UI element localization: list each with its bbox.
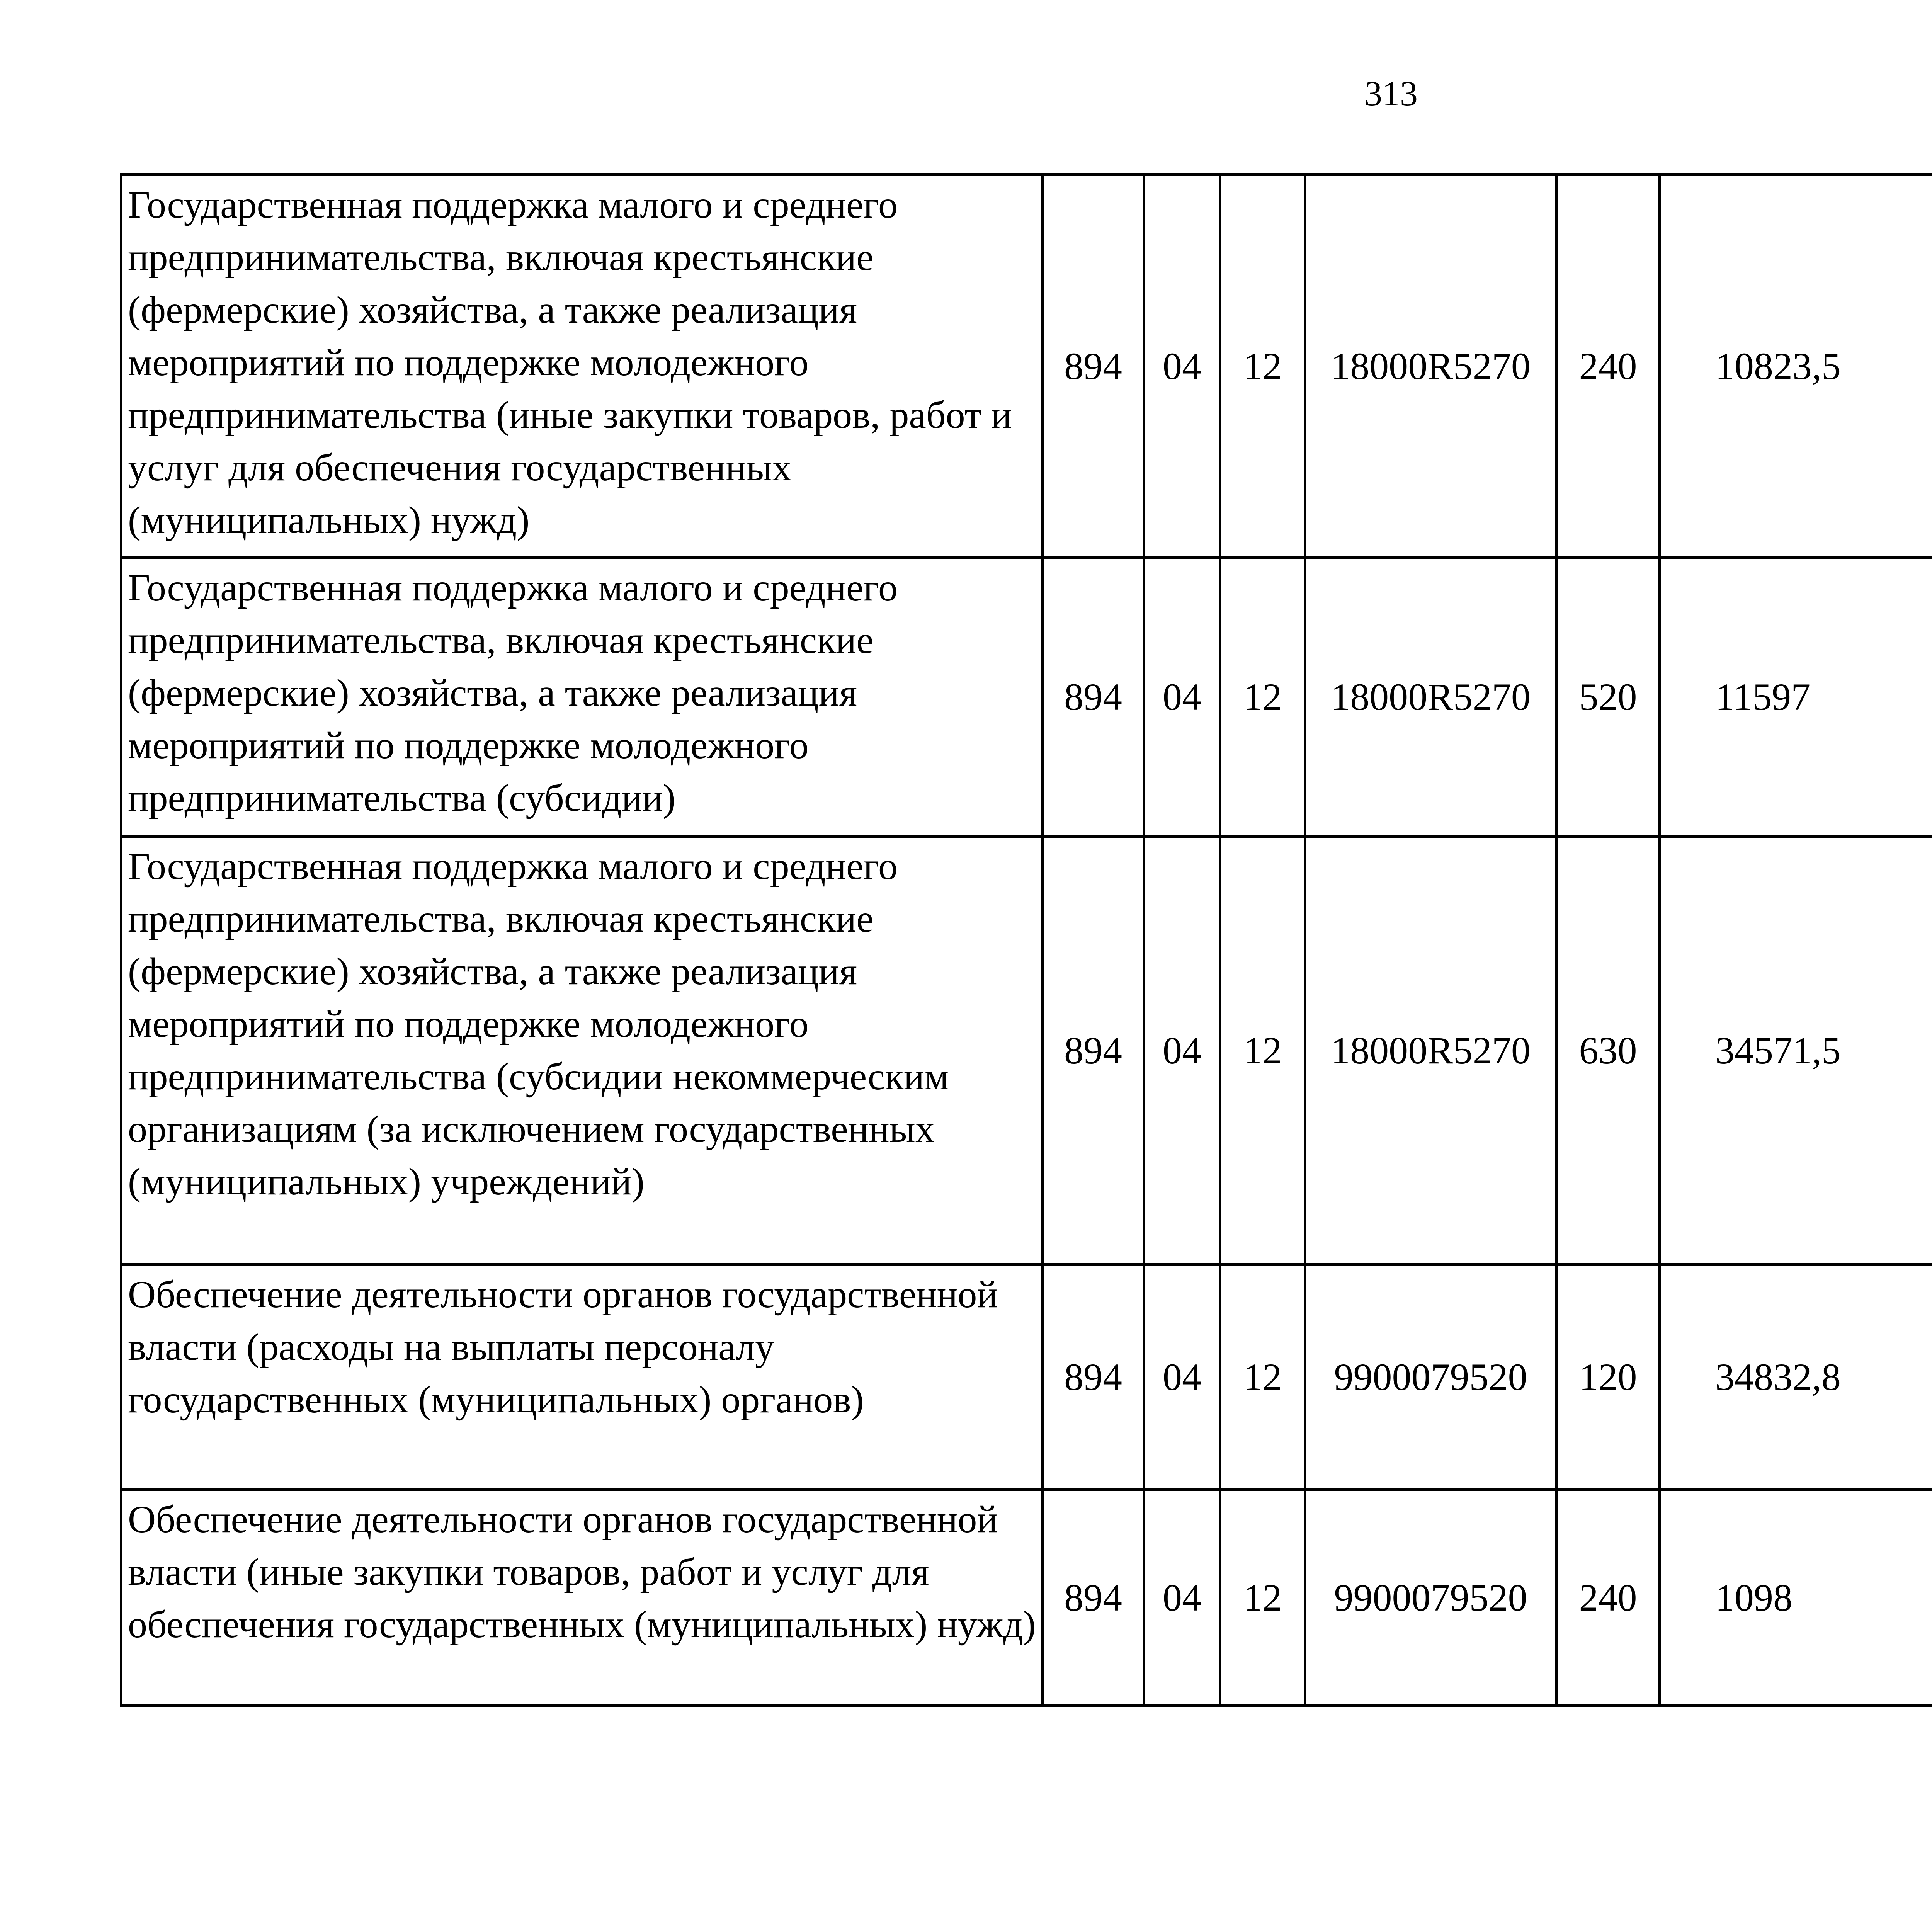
table-row: [121, 558, 1932, 837]
subsection-code: 12: [1220, 175, 1305, 558]
row-description: Государственная поддержка малого и среднего предпринимательства, включая крестьянские (фермерские) хозяйства, а также реализация мероприятий по поддержке молодежного предпринимательства (иные закупки товаров, работ и услуг для обеспечения государственных (муниципальных) нужд): [121, 175, 1043, 558]
budget-table: [120, 173, 1932, 1707]
row-description: Государственная поддержка малого и среднего предпринимательства, включая крестьянские (фермерские) хозяйства, а также реализация мероприятий по поддержке молодежного предпринимательства (субсидии): [121, 558, 1043, 837]
ministry-code: 894: [1043, 558, 1144, 837]
row-description: Обеспечение деятельности органов государственной власти (расходы на выплаты персоналу государственных (муниципальных) органов): [121, 1265, 1043, 1490]
subsection-code: 12: [1220, 837, 1305, 1265]
expense-type-code: 120: [1556, 1265, 1660, 1490]
expense-type-code: 520: [1556, 558, 1660, 837]
row-description: Обеспечение деятельности органов государственной власти (иные закупки товаров, работ и услуг для обеспечения государственных (муниципальных) нужд): [121, 1490, 1043, 1706]
section-code: 04: [1144, 837, 1220, 1265]
amount-year-1: 11597: [1660, 558, 1932, 837]
row-description: Государственная поддержка малого и среднего предпринимательства, включая крестьянские (фермерские) хозяйства, а также реализация мероприятий по поддержке молодежного предпринимательства (субсидии некоммерческим организациям (за исключением государственных (муниципальных) учреждений): [121, 837, 1043, 1265]
amount-year-1: 10823,5: [1660, 175, 1932, 558]
expense-type-code: 240: [1556, 175, 1660, 558]
amount-year-1: 34571,5: [1660, 837, 1932, 1265]
subsection-code: 12: [1220, 1265, 1305, 1490]
table-row: [121, 837, 1932, 1265]
table-row: [121, 1265, 1932, 1490]
subsection-code: 12: [1220, 1490, 1305, 1706]
section-code: 04: [1144, 1490, 1220, 1706]
subsection-code: 12: [1220, 558, 1305, 837]
target-article-code: 9900079520: [1305, 1265, 1556, 1490]
table-row: [121, 175, 1932, 558]
ministry-code: 894: [1043, 1265, 1144, 1490]
page-number: 313: [1364, 74, 1418, 113]
target-article-code: 9900079520: [1305, 1490, 1556, 1706]
ministry-code: 894: [1043, 1490, 1144, 1706]
expense-type-code: 630: [1556, 837, 1660, 1265]
amount-year-1: 1098: [1660, 1490, 1932, 1706]
amount-year-1: 34832,8: [1660, 1265, 1932, 1490]
expense-type-code: 240: [1556, 1490, 1660, 1706]
table-row: [121, 1490, 1932, 1706]
section-code: 04: [1144, 1265, 1220, 1490]
target-article-code: 18000R5270: [1305, 175, 1556, 558]
ministry-code: 894: [1043, 175, 1144, 558]
target-article-code: 18000R5270: [1305, 558, 1556, 837]
target-article-code: 18000R5270: [1305, 837, 1556, 1265]
ministry-code: 894: [1043, 837, 1144, 1265]
section-code: 04: [1144, 175, 1220, 558]
section-code: 04: [1144, 558, 1220, 837]
